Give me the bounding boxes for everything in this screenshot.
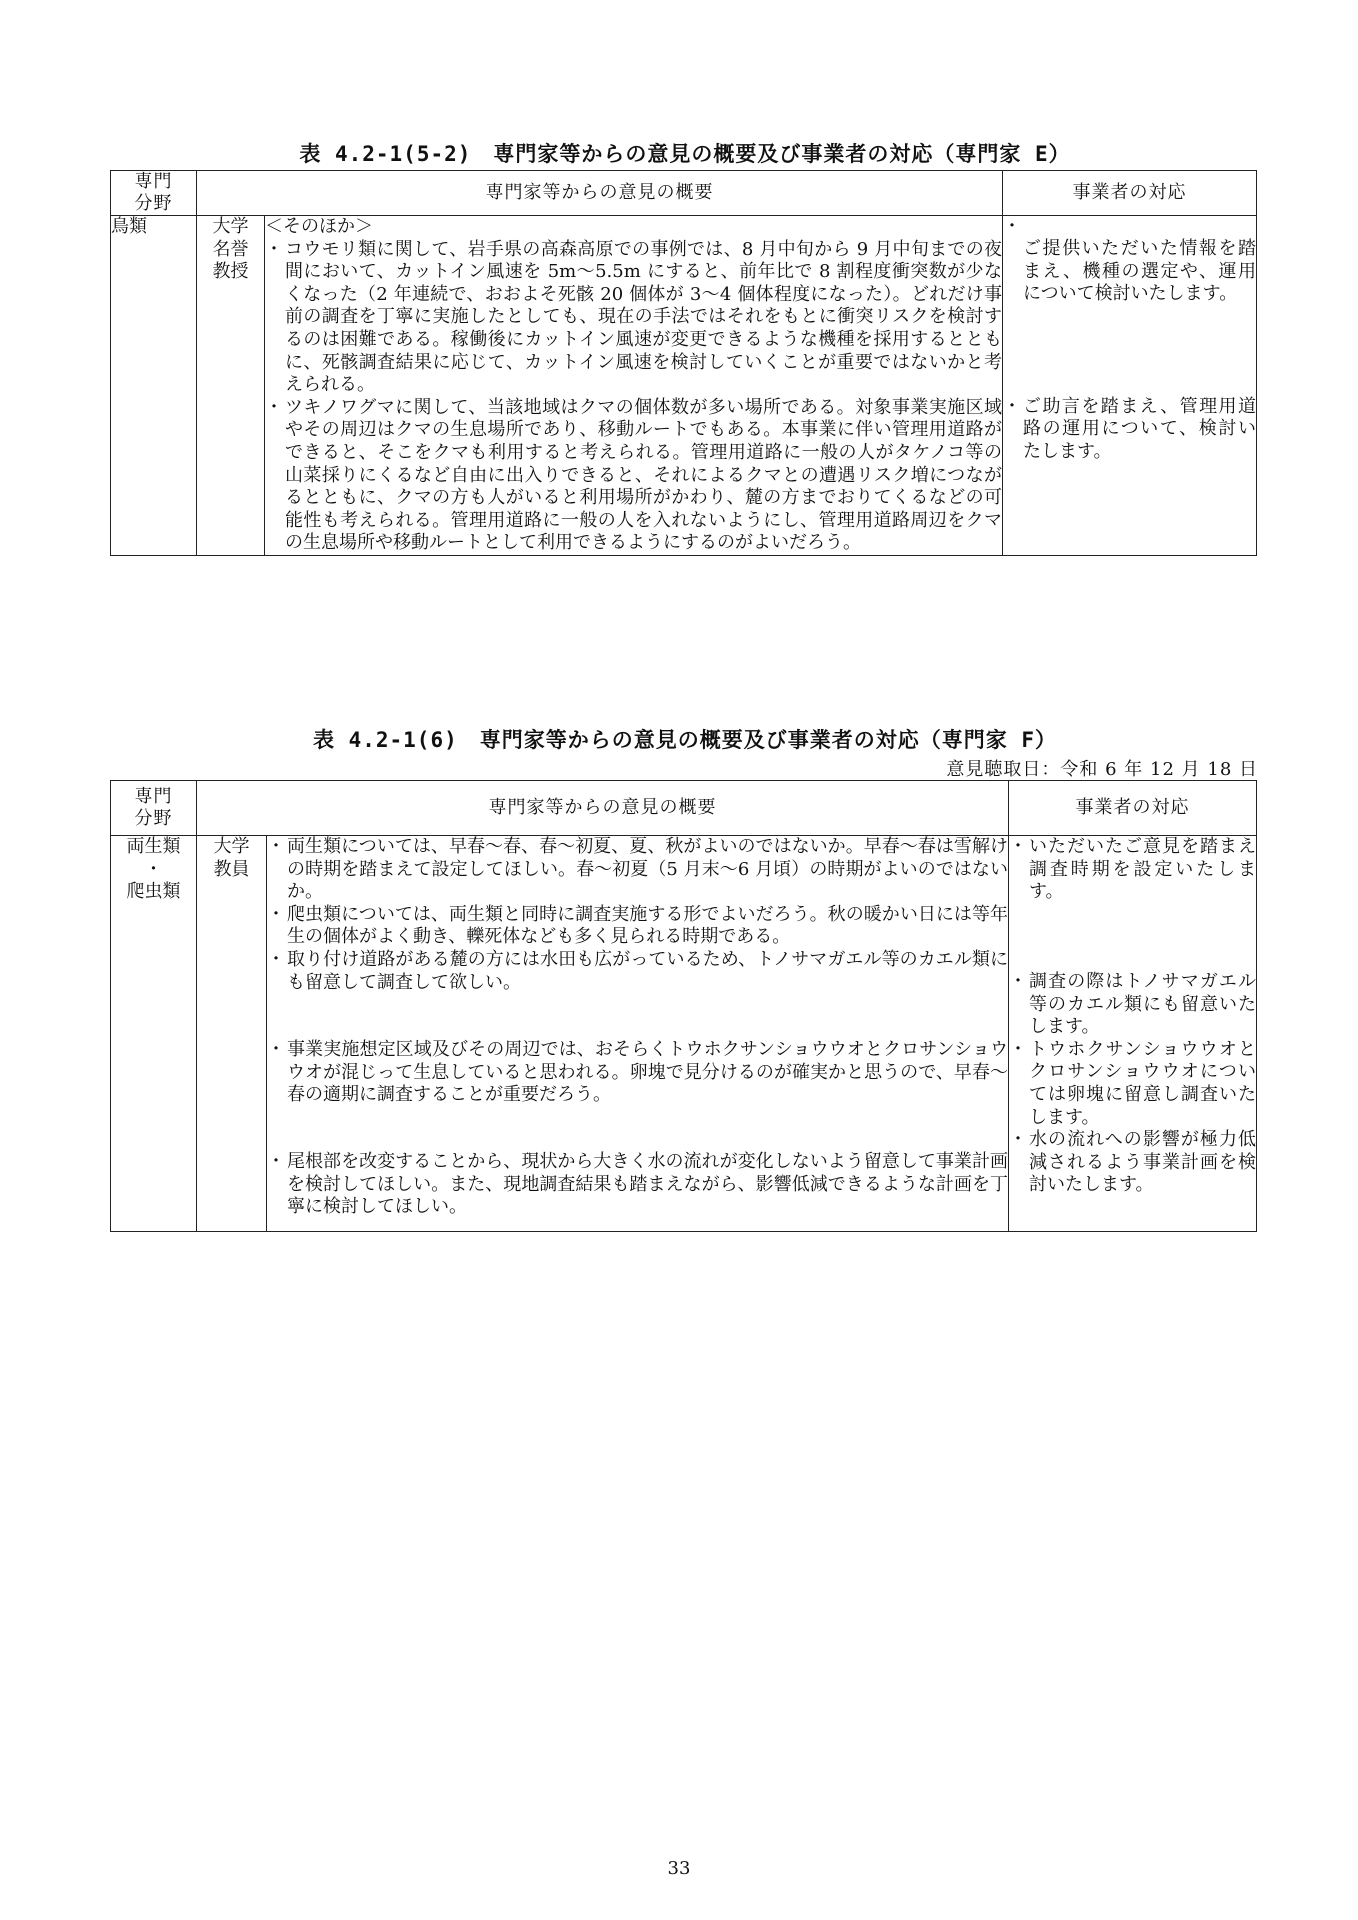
table1-response-bears: ・ ご助言を踏まえ、管理用道路の運用について、検討いたします。 xyxy=(1003,396,1256,464)
table1-header-response: 事業者の対応 xyxy=(1003,171,1257,216)
table2-opinion-water-flow: ・ 尾根部を改変することから、現状から大きく水の流れが変化しないよう留意して事業計画を検討してほしい。また、現地調査結果も踏まえながら、影響低減できるような計画を丁寧に検討してほしい。 xyxy=(267,1151,1008,1219)
table1-row xyxy=(111,216,1257,556)
table1-summary-heading: ＜そのほか＞ xyxy=(265,216,373,237)
page-number: 33 xyxy=(667,1858,691,1879)
table2-opinion-salamanders: ・ 事業実施想定区域及びその周辺では、おそらくトウホクサンショウウオとクロサンショウウオが混じって生息していると思われる。卵塊で見分けるのが確実かと思うので、早春～春の適期に調査することが重要だろう。 xyxy=(267,1039,1008,1151)
table2-header-field xyxy=(111,781,197,836)
table2 xyxy=(110,780,1257,1232)
table1-header-summary: 専門家等からの意見の概要 xyxy=(197,171,1003,216)
table1-responses xyxy=(1003,216,1257,556)
table2-opinion-reptiles: ・ 爬虫類については、両生類と同時に調査実施する形でよいだろう。秋の暖かい日には等年生の個体がよく動き、轢死体なども多く見られる時期である。 xyxy=(267,904,1008,949)
table2-field-line: 爬虫類 xyxy=(126,881,181,903)
table2-field-line: 両生類 xyxy=(126,836,181,857)
table1-field: 鳥類 xyxy=(111,216,197,556)
table1-opinion-bears: ・ ツキノワグマに関して、当該地域はクマの個体数が多い場所である。対象事業実施区域やその周辺はクマの生息場所であり、移動ルートでもある。本事業に伴い管理用道路ができると、そこをクマも利用すると考えられる。管理用道路に一般の人がタケノコ等の山菜採りにくるなど自由に出入りできると、それによるクマとの遭遇リスク増につながるとともに、クマの方も人がいると利用場所がかわり、麓の方までおりてくるなどの可能性も考えられる。管理用道路に一般の人を入れないようにし、管理用道路周辺をクマの生息場所や移動ルートとして利用できるようにするのがよいだろう。 xyxy=(265,397,1002,555)
table2-hearing-date: 意見聴取日：令和 6 年 12 月 18 日 xyxy=(946,759,1258,780)
table1-response-bats: ・ ご提供いただいた情報を踏まえ、機種の選定や、運用について検討いたします。 xyxy=(1003,216,1256,306)
table2-response-frogs: ・ 調査の際はトノサマガエル等のカエル類にも留意いたします。 xyxy=(1009,971,1256,1039)
table2-opinion-amphibians: ・ 両生類については、早春～春、春～初夏、夏、秋がよいのではないか。早春～春は雪解けの時期を踏まえて設定してほしい。春～初夏（5 月末～6 月頃）の時期がよいのではないか。 xyxy=(267,836,1008,904)
table1-expert-line: 教授 xyxy=(212,261,249,283)
table1-expert-line: 大学 xyxy=(212,216,249,237)
table2-expert-line: 大学 xyxy=(213,836,250,857)
table2-opinion-frogs: ・ 取り付け道路がある麓の方には水田も広がっているため、トノサマガエル等のカエル類にも留意して調査して欲しい。 xyxy=(267,949,1008,1039)
table1 xyxy=(110,170,1257,556)
table2-expert xyxy=(197,836,267,1232)
table1-header-field xyxy=(111,171,197,216)
table1-summary xyxy=(265,216,1003,556)
table2-field xyxy=(111,836,197,1232)
table2-responses xyxy=(1009,836,1257,1232)
table1-expert-line: 名誉 xyxy=(212,238,249,260)
table2-header-response: 事業者の対応 xyxy=(1009,781,1257,836)
table2-response-timing: ・ いただいたご意見を踏まえ調査時期を設定いたします。 xyxy=(1009,836,1256,971)
table1-opinion-bats: ・ コウモリ類に関して、岩手県の高森高原での事例では、8 月中旬から 9 月中旬までの夜間において、カットイン風速を 5m～5.5m にすると、前年比で 8 割程度衝突数が少なくなった（2 年連続で、おおよそ死骸 20 個体が 3～4 個体程度になった）。どれだけ事前の調査を丁寧に実施したとしても、現在の手法ではそれをもとに衝突リスクを検討するのは困難である。稼働後にカットイン風速が変更できるような機種を採用するとともに、死骸調査結果に応じて、カットイン風速を検討していくことが重要ではないかと考えられる。 xyxy=(265,239,1002,397)
table2-header-row xyxy=(111,781,1257,836)
table1-header-row xyxy=(111,171,1257,216)
table2-expert-line: 教員 xyxy=(213,858,250,880)
table2-response-water-flow: ・ 水の流れへの影響が極力低減されるよう事業計画を検討いたします。 xyxy=(1009,1129,1256,1197)
table2-summary xyxy=(267,836,1009,1232)
table2-field-line: ・ xyxy=(144,858,163,880)
table2-header-field-text: 専門分野 xyxy=(134,786,173,829)
table1-expert xyxy=(197,216,265,556)
table2-title: 表 4.2-1(6) 専門家等からの意見の概要及び事業者の対応（専門家 F） xyxy=(312,728,1058,752)
table1-header-field-text: 専門分野 xyxy=(134,171,173,214)
table2-row xyxy=(111,836,1257,1232)
table1-title: 表 4.2-1(5-2) 専門家等からの意見の概要及び事業者の対応（専門家 E） xyxy=(299,142,1071,166)
table2-response-salamanders: ・ トウホクサンショウウオとクロサンショウウオについては卵塊に留意し調査いたします。 xyxy=(1009,1039,1256,1129)
table2-header-summary: 専門家等からの意見の概要 xyxy=(197,781,1009,836)
